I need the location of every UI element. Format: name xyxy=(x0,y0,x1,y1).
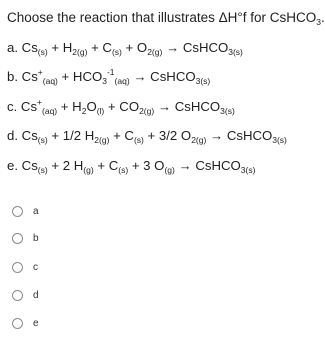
equation-text: O xyxy=(86,99,97,114)
question-text xyxy=(7,10,325,26)
subscript: 2(g) xyxy=(139,106,155,116)
subscript: 2 xyxy=(81,106,87,116)
subscript: (s) xyxy=(118,165,129,175)
subscript: (l) xyxy=(96,106,105,116)
equation-text: + H xyxy=(57,99,82,114)
subscript: (s) xyxy=(37,47,48,57)
subscript: 2(g) xyxy=(94,135,110,145)
subscript: (s) xyxy=(37,165,48,175)
option-label[interactable]: d xyxy=(33,290,39,301)
equation-text: Cs xyxy=(20,99,38,114)
radio-button[interactable] xyxy=(12,262,23,273)
subscript: (aq) xyxy=(42,106,58,116)
answer-statement-3 xyxy=(7,99,235,115)
subscript: (g) xyxy=(83,165,94,175)
equation-text: + O xyxy=(121,40,148,55)
subscript: (g) xyxy=(164,165,175,175)
option-d[interactable] xyxy=(12,290,39,301)
question-prompt: Choose the reaction that illustrates ΔH°f for CsHCO xyxy=(7,10,317,25)
answer-letter: e. xyxy=(7,158,22,173)
radio-button[interactable] xyxy=(12,206,23,217)
answer-letter: b. xyxy=(7,69,22,84)
option-b[interactable] xyxy=(12,233,39,244)
answer-statement-4 xyxy=(7,128,287,144)
equation-text: → CsHCO xyxy=(129,69,196,84)
radio-button[interactable] xyxy=(12,233,23,244)
equation-text: + C xyxy=(93,158,119,173)
equation-text: + C xyxy=(109,128,134,143)
subscript: 2(g) xyxy=(147,47,163,57)
subscript: 3 xyxy=(102,76,107,86)
equation-text: + 2 H xyxy=(47,158,84,173)
subscript: (aq) xyxy=(114,76,130,86)
option-a[interactable] xyxy=(12,206,39,217)
subscript: (s) xyxy=(37,135,48,145)
answer-statement-5 xyxy=(7,158,255,174)
equation-text: → CsHCO xyxy=(154,99,221,114)
question-prompt-subscript: 3 xyxy=(316,17,322,27)
equation-text: + C xyxy=(87,40,112,55)
question-prompt-end: . xyxy=(321,10,325,25)
answer-letter: a. xyxy=(7,40,22,55)
option-label[interactable]: b xyxy=(33,233,39,244)
answer-letter: d. xyxy=(7,128,22,143)
equation-text: → CsHCO xyxy=(174,158,241,173)
subscript: 3(s) xyxy=(240,165,256,175)
equation-text: Cs xyxy=(21,128,38,143)
equation-text: → CsHCO xyxy=(206,128,273,143)
superscript: + xyxy=(37,67,43,77)
radio-button[interactable] xyxy=(12,318,23,329)
subscript: 3(s) xyxy=(272,135,287,145)
superscript: + xyxy=(37,97,43,107)
equation-text: + 3/2 O xyxy=(143,128,192,143)
option-label[interactable]: e xyxy=(33,318,39,329)
subscript: 3(s) xyxy=(228,47,243,57)
superscript: -1 xyxy=(106,67,115,77)
radio-button[interactable] xyxy=(12,290,23,301)
option-label[interactable]: c xyxy=(33,262,38,273)
option-label[interactable]: a xyxy=(33,206,39,217)
answer-statement-2 xyxy=(7,69,210,85)
subscript: (s) xyxy=(111,47,122,57)
option-c[interactable] xyxy=(12,262,38,273)
answer-statement-1 xyxy=(7,40,243,56)
answer-letter: c. xyxy=(7,99,21,114)
equation-text: + 3 O xyxy=(128,158,165,173)
subscript: (s) xyxy=(133,135,144,145)
equation-text: + 1/2 H xyxy=(47,128,95,143)
subscript: 3(s) xyxy=(220,106,235,116)
equation-text: + H xyxy=(47,40,73,55)
subscript: 2(g) xyxy=(72,47,88,57)
equation-text: Cs xyxy=(21,158,38,173)
equation-text: Cs xyxy=(21,40,38,55)
subscript: 3(s) xyxy=(195,76,211,86)
subscript: (aq) xyxy=(42,76,58,86)
equation-text: → CsHCO xyxy=(162,40,229,55)
equation-text: + HCO xyxy=(57,69,103,84)
subscript: 2(g) xyxy=(191,135,207,145)
equation-text: + CO xyxy=(104,99,140,114)
option-e[interactable] xyxy=(12,318,39,329)
equation-text: Cs xyxy=(21,69,38,84)
